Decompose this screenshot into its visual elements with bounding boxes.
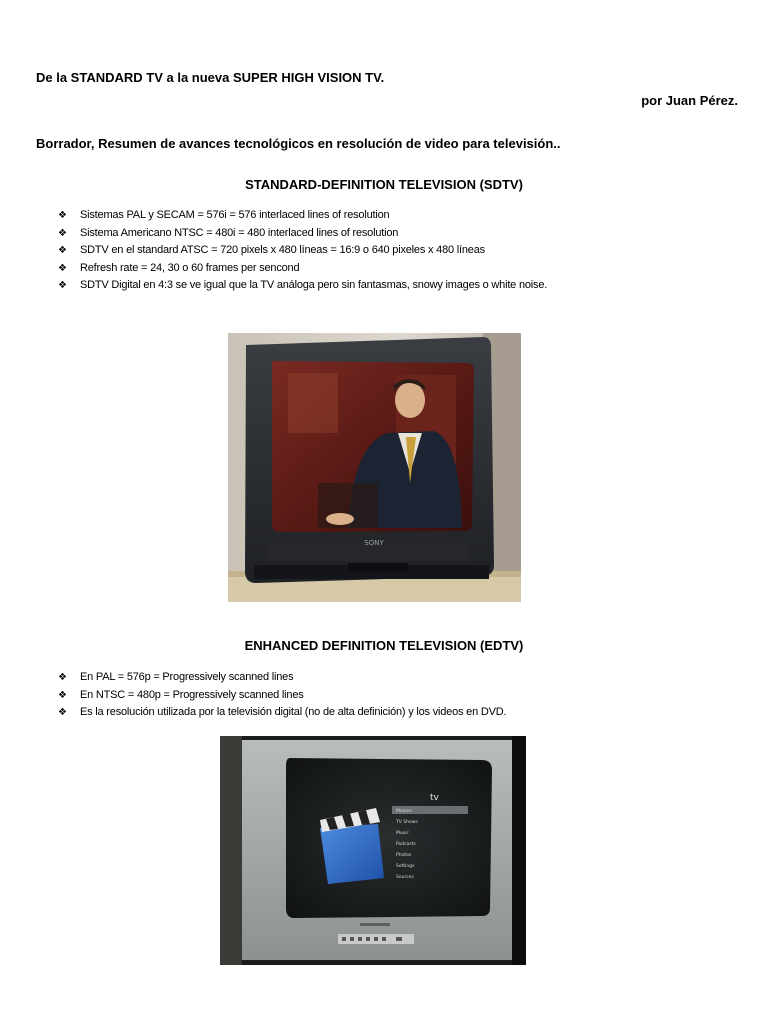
silver-tv-apple-tv-photo xyxy=(220,736,526,965)
diamond-bullet-icon: ❖ xyxy=(58,280,67,291)
bullet-text: SDTV en el standard ATSC = 720 pixels x 480 líneas = 16:9 o 640 pixeles x 480 líneas xyxy=(80,244,485,256)
document-title: De la STANDARD TV a la nueva SUPER HIGH VISION TV. xyxy=(36,70,385,85)
bullet-text: En PAL = 576p = Progressively scanned lines xyxy=(80,671,294,683)
diamond-bullet-icon: ❖ xyxy=(58,210,67,221)
menu-item: Settings xyxy=(396,864,415,869)
list-item xyxy=(58,260,547,278)
document-author: por Juan Pérez. xyxy=(641,93,738,108)
sdtv-bullet-list xyxy=(58,207,547,295)
list-item xyxy=(58,277,547,295)
list-item xyxy=(58,687,506,705)
diamond-bullet-icon: ❖ xyxy=(58,245,67,256)
list-item xyxy=(58,242,547,260)
menu-item: Movies xyxy=(396,809,412,814)
list-item xyxy=(58,207,547,225)
menu-item: Podcasts xyxy=(396,842,416,847)
apple-tv-logo: tv xyxy=(430,793,439,803)
section-heading-edtv: ENHANCED DEFINITION TELEVISION (EDTV) xyxy=(244,638,524,653)
bullet-text: SDTV Digital en 4:3 se ve igual que la TV análoga pero sin fantasmas, snowy images o white noise. xyxy=(80,279,548,291)
bullet-text: Sistemas PAL y SECAM = 576i = 576 interlaced lines of resolution xyxy=(80,209,390,221)
diamond-bullet-icon: ❖ xyxy=(58,262,67,274)
menu-item: Music xyxy=(396,831,409,836)
bullet-text: En NTSC = 480p = Progressively scanned lines xyxy=(80,688,304,701)
section-heading-sdtv: STANDARD-DEFINITION TELEVISION (SDTV) xyxy=(245,177,523,192)
diamond-bullet-icon: ❖ xyxy=(58,227,67,239)
diamond-bullet-icon: ❖ xyxy=(58,707,67,718)
menu-item: TV Shows xyxy=(396,820,418,825)
menu-item: Photos xyxy=(396,853,412,858)
menu-item: Sources xyxy=(396,875,414,880)
edtv-bullet-list xyxy=(58,669,506,722)
list-item xyxy=(58,669,506,687)
bullet-text: Es la resolución utilizada por la televisión digital (no de alta definición) y los videos en DVD. xyxy=(80,706,507,718)
bullet-text: Refresh rate = 24, 30 o 60 frames per sencond xyxy=(80,261,300,274)
diamond-bullet-icon: ❖ xyxy=(58,689,67,701)
sony-crt-tv-photo xyxy=(228,333,521,602)
list-item xyxy=(58,704,506,722)
list-item xyxy=(58,225,547,243)
bullet-text: Sistema Americano NTSC = 480i = 480 interlaced lines of resolution xyxy=(80,226,399,239)
document-summary: Borrador, Resumen de avances tecnológicos en resolución de video para televisión.. xyxy=(36,136,561,151)
tv-brand-logo: SONY xyxy=(364,539,384,547)
diamond-bullet-icon: ❖ xyxy=(58,672,67,683)
